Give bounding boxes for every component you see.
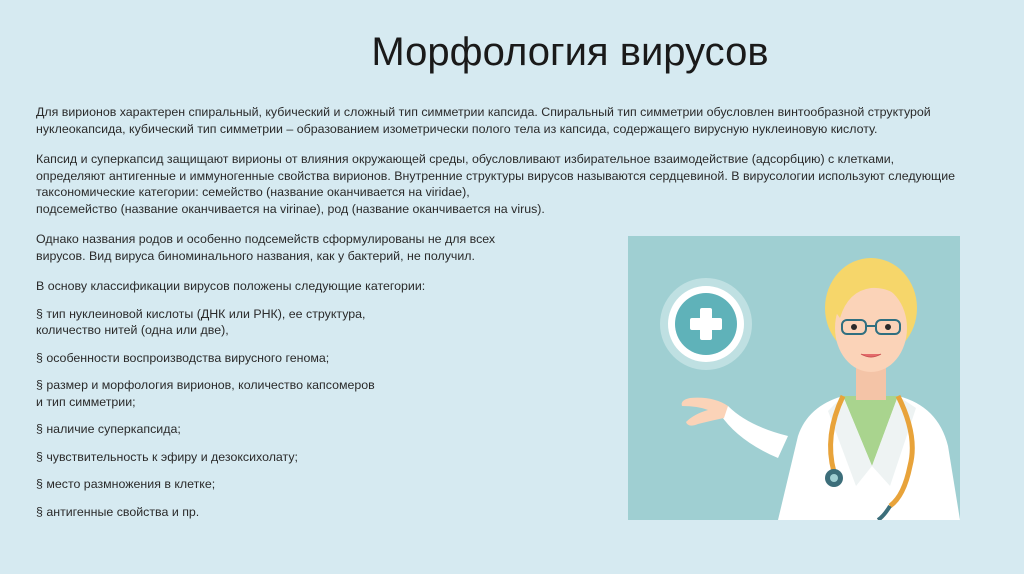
paragraph-capsid [36, 151, 956, 217]
list-item: § наличие суперкапсида; [36, 422, 181, 436]
paragraph-classification: В основу классификации вирусов положены следующие категории: [36, 279, 426, 293]
list-item: § место размножения в клетке; [36, 477, 216, 491]
doctor-illustration-icon [628, 236, 960, 520]
doctor-illustration [628, 236, 960, 520]
list-item: § антигенные свойства и пр. [36, 504, 200, 519]
list-item: § особенности воспроизводства вирусного генома; [36, 350, 330, 365]
paragraph-names-line2: вирусов. Вид вируса биноминального названия, как у бактерий, не получил. [36, 248, 475, 263]
list-item-text: § тип нуклеиновой кислоты (ДНК или РНК), ее структура, [36, 306, 366, 321]
list-item-text-cont: количество нитей (одна или две), [36, 323, 229, 337]
slide-title: Морфология вирусов [371, 30, 769, 74]
paragraph-capsid-text-cont: подсемейство (название оканчивается на virinae), род (название оканчивается на virus). [36, 201, 545, 216]
list-item: § чувствительность к эфиру и дезоксихолату; [36, 449, 298, 464]
medical-cross-icon [660, 278, 752, 370]
paragraph-symmetry: Для вирионов характерен спиральный, кубический и сложный тип симметрии капсида. Спиральный тип симметрии обусловлен винтообразной структурой нуклеокапсида, кубический тип симметрии – образованием изометрически полого тела из капсида, содержащего вирусную нуклеиновую кислоту. [36, 105, 931, 136]
paragraph-capsid-text: Капсид и суперкапсид защищают вирионы от влияния окружающей среды, обусловливают избирательное взаимодействие (адсорбцию) с клетками, определяют антигенные и иммуногенные свойства вирионов. Внутренние структуры вирусов называются сердцевиной. В вирусологии используют следующие таксономические категории: семейство (название оканчивается на viridae), [36, 152, 956, 199]
paragraph-names-line1: Однако названия родов и особенно подсемейств сформулированы не для всех [36, 232, 496, 246]
paragraph-names [36, 231, 516, 264]
list-item-text: § размер и морфология вирионов, количество капсомеров [36, 378, 375, 392]
list-item-text-cont: и тип симметрии; [36, 394, 136, 409]
